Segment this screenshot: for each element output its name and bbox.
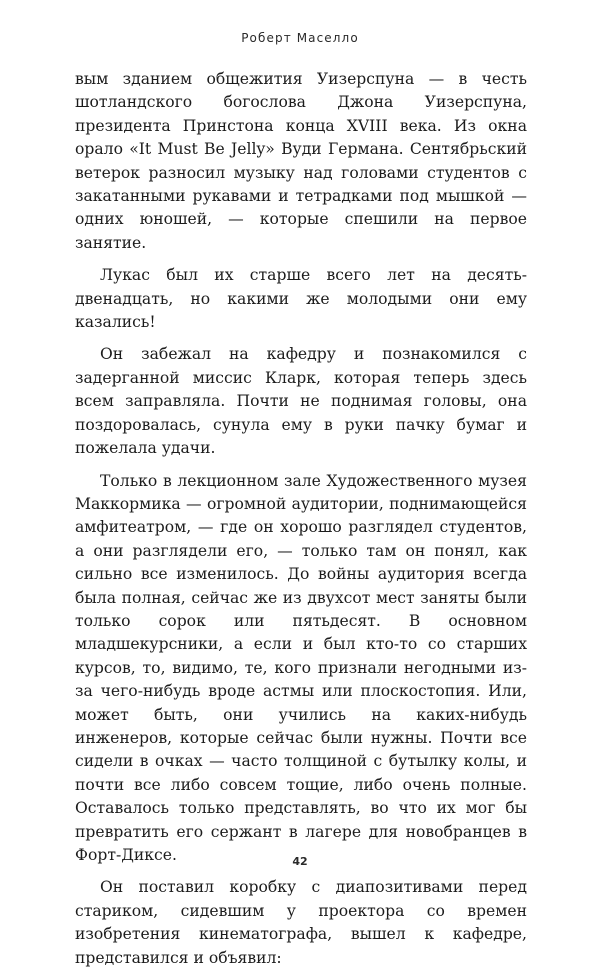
- running-header: Роберт Маселло: [241, 31, 359, 45]
- paragraph-5: Он поставил коробку с диапозитивами перед стариком, сидевшим у проектора со времен изобретения кинематографа, вышел к кафедре, представился и объявил:: [75, 878, 527, 967]
- paragraph-3: Он забежал на кафедру и познакомился с задерганной миссис Кларк, которая теперь здесь всем заправляла. Почти не поднимая головы, она поздоровалась, сунула ему в руки пачку бумаг и пожелала удачи.: [75, 345, 527, 458]
- paragraph-4: Только в лекционном зале Художественного музея Маккормика — огромной аудитории, поднимающейся амфитеатром, — где он хорошо разглядел студентов, а они разглядели его, — только там он понял, как сильно все изменилось. До войны аудитория всегда была полная, сейчас же из двухсот мест заняты были только сорок или пятьдесят. В основном младшекурсники, а если и был кто-то со старших курсов, то, видимо, те, кого признали негодными из-за чего-нибудь вроде астмы или плоскостопия. Или, может быть, они учились на каких-нибудь инженеров, которые сейчас были нужны. Почти все сидели в очках — часто толщиной с бутылку колы, и почти все либо совсем тощие, либо очень полные. Оставалось только представлять, во что их мог бы превратить его сержант в лагере для новобранцев в Форт-Диксе.: [75, 471, 527, 864]
- paragraph-2: Лукас был их старше всего лет на десять-двенадцать, но какими же молодыми они ему казались!: [75, 266, 527, 332]
- page-number: 42: [292, 855, 308, 868]
- paragraph-1: вым зданием общежития Уизерспуна — в честь шотландского богослова Джона Уизерспуна, президента Принстона конца XVIII века. Из окна орало «It Must Be Jelly» Вуди Германа. Сентябрьский ветерок разносил музыку над головами студентов с закатанными рукавами и тетрадками под мышкой — одних юношей, — которые спешили на первое занятие.: [75, 70, 527, 252]
- main-text: [75, 68, 527, 979]
